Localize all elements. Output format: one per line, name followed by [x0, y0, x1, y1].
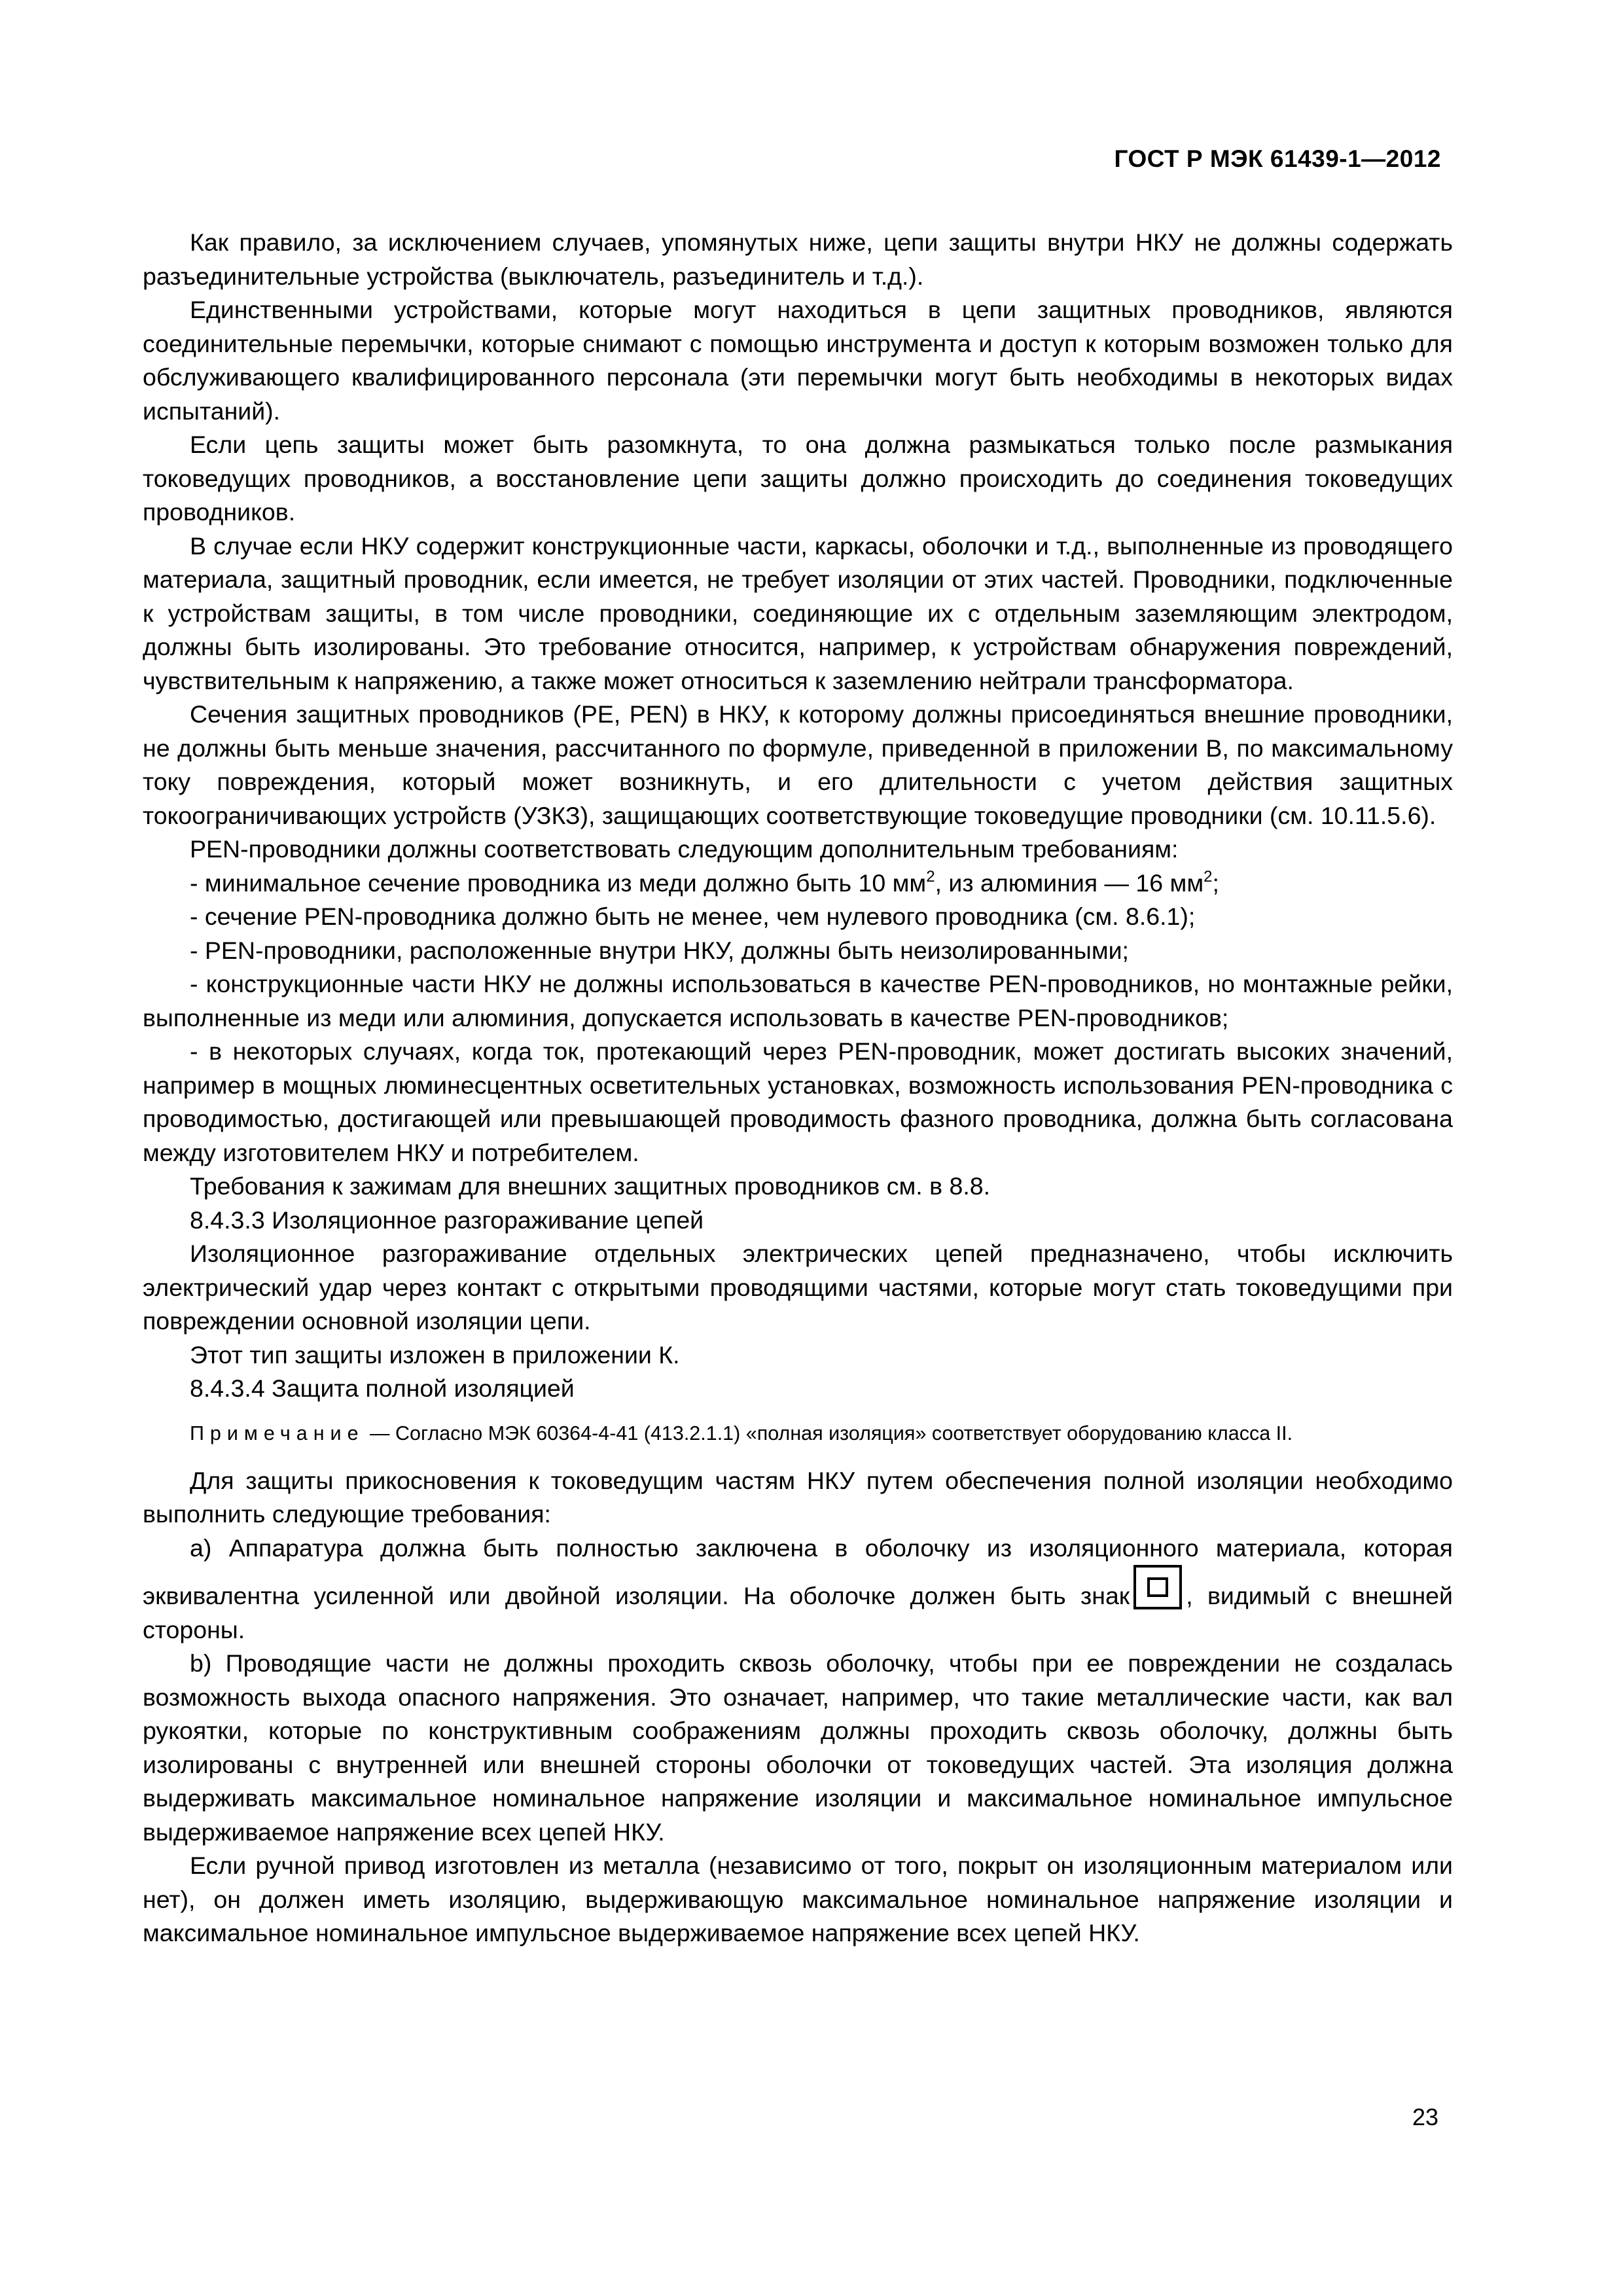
paragraph: Для защиты прикосновения к токоведущим частям НКУ путем обеспечения полной изоляции необходимо выполнить следующие требования:: [143, 1466, 1453, 1528]
superscript: 2: [926, 867, 935, 886]
list-item: - сечение PEN-проводника должно быть не менее, чем нулевого проводника (см. 8.6.1);: [190, 903, 1196, 930]
paragraph: Если цепь защиты может быть разомкнута, то она должна размыкаться только после размыкания токоведущих проводников, а восстановление цепи защиты должно происходить до соединения токоведущих проводников.: [143, 431, 1453, 526]
list-item: [143, 867, 1453, 901]
paragraph: Сечения защитных проводников (РЕ, PEN) в НКУ, к которому должны присоединяться внешние проводники, не должны быть меньше значения, рассчитанного по формуле, приведенной в приложении В, по максимальному току повреждения, который может возникнуть, и его длительности с учетом действия защитных токоограничивающих устройств (УЗКЗ), защищающих соответствующие токоведущие проводники (см. 10.11.5.6).: [143, 700, 1453, 829]
paragraph: Если ручной привод изготовлен из металла (независимо от того, покрыт он изоляционным материалом или нет), он должен иметь изоляцию, выдерживающую максимальное номинальное напряжение изоляции и максимальное номинальное импульсное выдерживаемое напряжение всех цепей НКУ.: [143, 1852, 1453, 1946]
list-item-text: - минимальное сечение проводника из меди должно быть 10 мм: [190, 869, 927, 897]
double-insulation-icon: [1133, 1565, 1182, 1609]
paragraph-text: а) Аппаратура должна быть полностью заключена в оболочку из изоляционного материала, которая эквивалентна усиленной или двойной изоляции. На оболочке должен быть знак: [143, 1534, 1453, 1609]
paragraph: b) Проводящие части не должны проходить сквозь оболочку, чтобы при ее повреждении не создалась возможность выхода опасного напряжения. Это означает, например, что такие металлические части, как вал рукоятки, которые по конструктивным соображениям должны проходить сквозь оболочку, должны быть изолированы с внутренней или внешней стороны оболочки от токоведущих частей. Эта изоляция должна выдерживать максимальное номинальное напряжение изоляции и максимальное номинальное импульсное выдерживаемое напряжение всех цепей НКУ.: [143, 1649, 1453, 1846]
paragraph: Этот тип защиты изложен в приложении К.: [190, 1340, 680, 1369]
superscript: 2: [1204, 867, 1213, 886]
paragraph: В случае если НКУ содержит конструкционные части, каркасы, оболочки и т.д., выполненные из проводящего материала, защитный проводник, если имеется, не требует изоляции от этих частей. Проводники, подключенные к устройствам защиты, в том числе проводники, соединяющие их с отдельным заземляющим электродом, должны быть изолированы. Это требование относится, например, к устройствам обнаружения повреждений, чувствительным к напряжению, а также может относиться к заземлению нейтрали трансформатора.: [143, 531, 1453, 694]
paragraph: Изоляционное разгораживание отдельных электрических цепей предназначено, чтобы исключить электрический удар через контакт с открытыми проводящими частями, которые могут стать токоведущими при повреждении основной изоляции цепи.: [143, 1240, 1453, 1335]
note-label: Примечание: [190, 1422, 365, 1444]
document-body: [143, 226, 1453, 1950]
list-item-text: , из алюминия — 16 мм: [935, 869, 1204, 897]
page-number: 23: [1412, 2104, 1438, 2130]
paragraph: PEN-проводники должны соответствовать следующим дополнительным требованиям:: [190, 835, 1179, 863]
paragraph: [143, 1532, 1453, 1647]
double-insulation-inner-square: [1147, 1577, 1168, 1597]
list-item-text: ;: [1212, 869, 1219, 897]
standard-header: ГОСТ Р МЭК 61439-1—2012: [1114, 145, 1441, 172]
paragraph: Единственными устройствами, которые могут находиться в цепи защитных проводников, являются соединительные перемычки, которые снимают с помощью инструмента и доступ к которым возможен только для обслуживающего квалифицированного персонала (эти перемычки могут быть необходимы в некоторых видах испытаний).: [143, 296, 1453, 425]
paragraph-text: , видимый с внешней стороны.: [143, 1582, 1453, 1643]
section-heading: 8.4.3.4 Защита полной изоляцией: [190, 1374, 575, 1402]
note-text: — Согласно МЭК 60364-4-41 (413.2.1.1) «полная изоляция» соответствует оборудованию класса II.: [364, 1422, 1293, 1444]
note: [143, 1420, 1453, 1447]
list-item: - PEN-проводники, расположенные внутри НКУ, должны быть неизолированными;: [190, 936, 1129, 964]
paragraph: Как правило, за исключением случаев, упомянутых ниже, цепи защиты внутри НКУ не должны содержать разъединительные устройства (выключатель, разъединитель и т.д.).: [143, 228, 1453, 290]
list-item: - конструкционные части НКУ не должны использоваться в качестве PEN-проводников, но монтажные рейки, выполненные из меди или алюминия, допускается использовать в качестве PEN-проводников;: [143, 970, 1453, 1031]
list-item: - в некоторых случаях, когда ток, протекающий через PEN-проводник, может достигать высоких значений, например в мощных люминесцентных осветительных установках, возможность использования PEN-проводника с проводимостью, достигающей или превышающей проводимость фазного проводника, должна быть согласована между изготовителем НКУ и потребителем.: [143, 1037, 1453, 1166]
paragraph: Требования к зажимам для внешних защитных проводников см. в 8.8.: [190, 1172, 991, 1200]
section-heading: 8.4.3.3 Изоляционное разгораживание цепей: [190, 1206, 704, 1234]
